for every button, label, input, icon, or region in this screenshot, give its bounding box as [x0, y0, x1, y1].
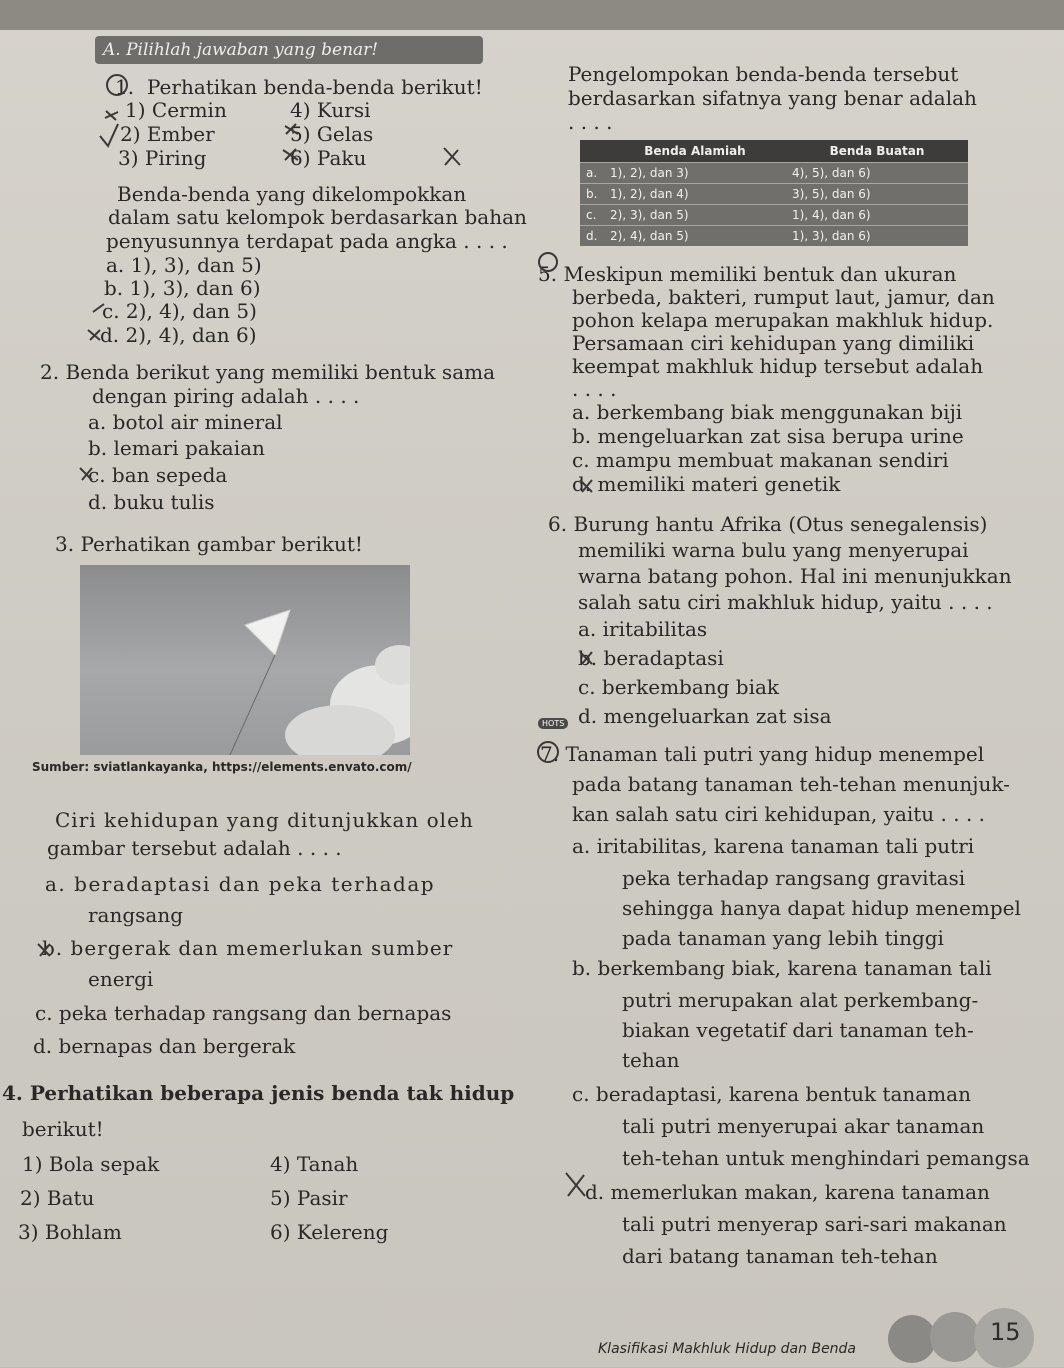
- q5-option-b: b. mengeluarkan zat sisa berupa urine: [572, 424, 964, 448]
- q7-option-b-line2: putri merupakan alat perkembang-: [622, 988, 979, 1012]
- q5-stem-line1: 5. Meskipun memiliki bentuk dan ukuran: [538, 262, 957, 286]
- q6-stem-line3: warna batang pohon. Hal ini menunjukkan: [578, 564, 1012, 588]
- q6-option-a: a. iritabilitas: [578, 617, 708, 641]
- q4-cont-line2: berdasarkan sifatnya yang benar adalah: [568, 86, 977, 110]
- table-row: c. 2), 3), dan 5) 1), 4), dan 6): [580, 205, 968, 226]
- q2-option-a: a. botol air mineral: [88, 410, 283, 434]
- q6-option-b: b. beradaptasi: [578, 646, 724, 670]
- q7-option-d-line2: tali putri menyerap sari-sari makanan: [622, 1212, 1007, 1236]
- hots-badge: HOTS: [538, 718, 568, 729]
- q7-option-a-line4: pada tanaman yang lebih tinggi: [622, 926, 944, 950]
- q3-option-d: d. bernapas dan bergerak: [33, 1034, 296, 1058]
- q1-item-6: 6) Paku: [290, 146, 367, 170]
- q1-item-2: 2) Ember: [120, 122, 215, 146]
- section-header: A. Pilihlah jawaban yang benar!: [95, 36, 483, 64]
- q6-option-c: c. berkembang biak: [578, 675, 780, 699]
- q3-image-caption: Sumber: sviatlankayanka, https://elements.envato.com/: [32, 760, 412, 774]
- q2-option-c: c. ban sepeda: [88, 463, 228, 487]
- decorative-circle-icon: [930, 1312, 980, 1362]
- q7-option-d-line1: d. memerlukan makan, karena tanaman: [585, 1180, 990, 1204]
- q3-option-a-line2: rangsang: [88, 903, 184, 927]
- q7-option-b-line4: tehan: [622, 1048, 680, 1072]
- q7-option-a-line3: sehingga hanya dapat hidup menempel: [622, 896, 1021, 920]
- q7-option-c-line1: c. beradaptasi, karena bentuk tanaman: [572, 1082, 971, 1106]
- q7-option-a-line2: peka terhadap rangsang gravitasi: [622, 866, 966, 890]
- q3-question-line2: gambar tersebut adalah . . . .: [47, 836, 342, 860]
- table-row: d. 2), 4), dan 5) 1), 3), dan 6): [580, 226, 968, 247]
- q1-item-3: 3) Piring: [118, 146, 207, 170]
- q7-option-c-line2: tali putri menyerupai akar tanaman: [622, 1114, 985, 1138]
- q2-stem-line1: 2. Benda berikut yang memiliki bentuk sama: [40, 360, 496, 384]
- q1-item-4: 4) Kursi: [290, 98, 371, 122]
- q3-option-b-line2: energi: [88, 967, 154, 991]
- q6-stem-line4: salah satu ciri makhluk hidup, yaitu . . . .: [578, 590, 993, 614]
- q4-item-1: 1) Bola sepak: [22, 1152, 160, 1176]
- q4-item-4: 4) Tanah: [270, 1152, 359, 1176]
- q7-stem-line1: 7. Tanaman tali putri yang hidup menempel: [540, 742, 985, 766]
- q7-stem-line2: pada batang tanaman teh-tehan menunjuk-: [572, 772, 1010, 796]
- decorative-circle-icon: [888, 1315, 936, 1363]
- q6-stem-line1: 6. Burung hantu Afrika (Otus senegalensis): [548, 512, 988, 536]
- q7-option-a-line1: a. iritabilitas, karena tanaman tali putri: [572, 834, 975, 858]
- q3-stem: 3. Perhatikan gambar berikut!: [55, 532, 363, 556]
- table-row: a. 1), 2), dan 3) 4), 5), dan 6): [580, 163, 968, 184]
- q4-cont-line3: . . . .: [568, 110, 613, 134]
- q1-item-1: 1) Cermin: [125, 98, 227, 122]
- q1-question-line1: Benda-benda yang dikelompokkan: [117, 182, 467, 206]
- q3-question-line1: Ciri kehidupan yang ditunjukkan oleh: [55, 808, 474, 832]
- q1-option-d: d. 2), 4), dan 6): [100, 323, 257, 347]
- q4-item-5: 5) Pasir: [270, 1186, 348, 1210]
- q1-stem: Perhatikan benda-benda berikut!: [147, 75, 483, 99]
- q3-option-c: c. peka terhadap rangsang dan bernapas: [35, 1001, 452, 1025]
- q3-option-b-line1: b. bergerak dan memerlukan sumber: [42, 936, 454, 960]
- q6-stem-line2: memiliki warna bulu yang menyerupai: [578, 538, 969, 562]
- q5-stem-line6: . . . .: [572, 377, 617, 401]
- q5-option-d: d. memiliki materi genetik: [572, 472, 841, 496]
- q5-stem-line4: Persamaan ciri kehidupan yang dimiliki: [572, 331, 975, 355]
- q7-option-b-line1: b. berkembang biak, karena tanaman tali: [572, 956, 992, 980]
- table-header-alamiah: Benda Alamiah: [604, 140, 786, 163]
- table-row: b. 1), 2), dan 4) 3), 5), dan 6): [580, 184, 968, 205]
- footer-chapter-title: Klasifikasi Makhluk Hidup dan Benda: [598, 1341, 857, 1357]
- q6-option-d: d. mengeluarkan zat sisa: [578, 704, 832, 728]
- q4-stem-line2: berikut!: [22, 1117, 104, 1141]
- q4-cont-line1: Pengelompokan benda-benda tersebut: [568, 62, 959, 86]
- q4-item-3: 3) Bohlam: [18, 1220, 122, 1244]
- q4-stem-line1: 4. Perhatikan beberapa jenis benda tak hidup: [2, 1081, 515, 1105]
- q4-item-2: 2) Batu: [20, 1186, 95, 1210]
- q7-option-b-line3: biakan vegetatif dari tanaman teh-: [622, 1018, 974, 1042]
- q1-item-5: 5) Gelas: [290, 122, 374, 146]
- q2-option-b: b. lemari pakaian: [88, 436, 265, 460]
- q1-option-c: c. 2), 4), dan 5): [102, 299, 257, 323]
- q1-option-a: a. 1), 3), dan 5): [106, 253, 262, 277]
- q5-stem-line2: berbeda, bakteri, rumput laut, jamur, dan: [572, 285, 995, 309]
- q3-option-a-line1: a. beradaptasi dan peka terhadap: [45, 872, 436, 896]
- q4-item-6: 6) Kelereng: [270, 1220, 389, 1244]
- q2-option-d: d. buku tulis: [88, 490, 215, 514]
- q1-question-line3: penyusunnya terdapat pada angka . . . .: [106, 229, 508, 253]
- q1-option-b: b. 1), 3), dan 6): [104, 276, 261, 300]
- q5-option-c: c. mampu membuat makanan sendiri: [572, 448, 949, 472]
- q7-stem-line3: kan salah satu ciri kehidupan, yaitu . . . .: [572, 802, 986, 826]
- q5-option-a: a. berkembang biak menggunakan biji: [572, 400, 963, 424]
- q2-stem-line2: dengan piring adalah . . . .: [92, 384, 360, 408]
- q5-stem-line3: pohon kelapa merupakan makhluk hidup.: [572, 308, 994, 332]
- q7-option-d-line3: dari batang tanaman teh-tehan: [622, 1244, 938, 1268]
- q1-question-line2: dalam satu kelompok berdasarkan bahan: [108, 205, 527, 229]
- q5-stem-line5: keempat makhluk hidup tersebut adalah: [572, 354, 984, 378]
- q1-number: 1.: [115, 75, 135, 99]
- q7-option-c-line3: teh-tehan untuk menghindari pemangsa: [622, 1146, 1030, 1170]
- page-number: 15: [990, 1318, 1021, 1346]
- table-header-buatan: Benda Buatan: [786, 140, 968, 163]
